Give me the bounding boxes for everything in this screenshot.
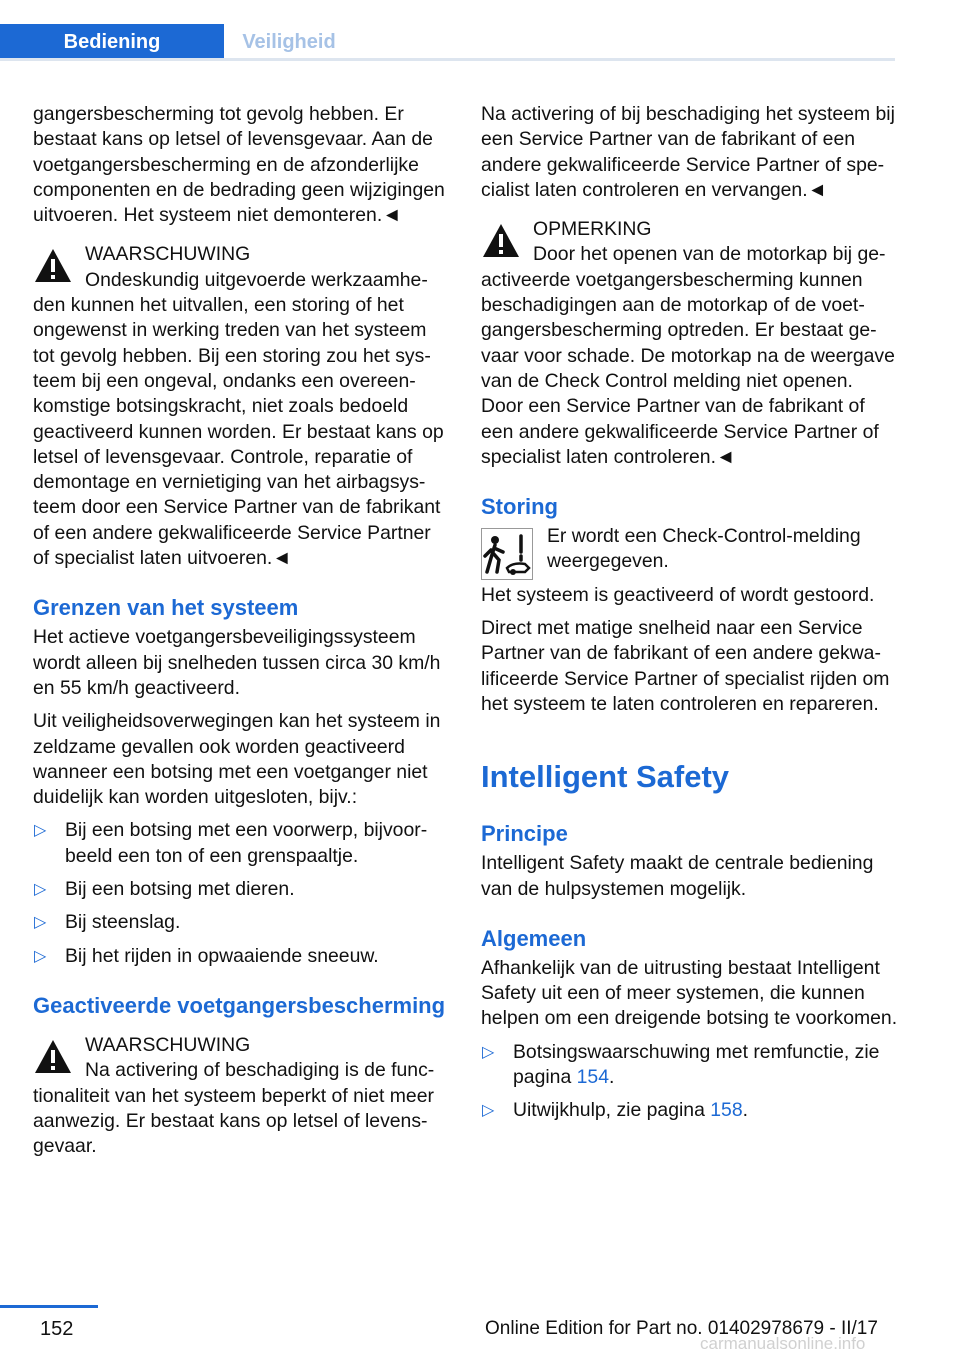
list-item: ▷ Uitwijkhulp, zie pagina 158. xyxy=(481,1098,899,1123)
watermark: carmanualsonline.info xyxy=(700,1334,866,1353)
note-block xyxy=(481,217,899,470)
edition-footer: Online Edition for Part no. 01402978679 - II/17 xyxy=(485,1318,878,1339)
warning-text: Ondeskundig uitgevoerde werkzaamheden kunnen het uitvallen, een storing of het ongewenst in werking treden van het systeem tot gevolg hebben. Bij een storing zou het systeem bij een ongeval, ondanks een overeenkomstige botsingskracht, niet zoals bedoeld geactiveerd kunnen worden. Er bestaat kans op letsel of levensgevaar. Controle, reparatie of demontage en vernietiging van het airbagsysteem door een Service Partner van de fabrikant of een andere gekwalificeerde Service Partner of specialist laten uitvoeren.◄ xyxy=(33,268,444,570)
bullet-triangle-icon: ▷ xyxy=(482,1102,495,1120)
heading-principle: Principe xyxy=(481,821,568,847)
bullet-triangle-icon: ▷ xyxy=(34,947,47,965)
limits-paragraph-2: Uit veiligheidsoverwegingen kan het systeem in zeldzame gevallen ook worden geactiveerd wanneer een botsing met een voetganger niet duidelijk kan worden uitgesloten, bijv.: xyxy=(33,710,441,809)
header-rule xyxy=(0,58,895,61)
bullet-triangle-icon: ▷ xyxy=(34,914,47,932)
warning-triangle-icon xyxy=(33,246,73,286)
tab-bediening[interactable]: Bediening xyxy=(0,24,224,61)
warning-triangle-icon xyxy=(33,1037,73,1077)
note-text: Door het openen van de motorkap bij geactiveerde voetgangersbescherming kunnen beschadigingen aan de motorkap of de voetgangersbescherming optreden. Er bestaat gevaar voor schade. De motorkap na de weergave van de Check Control melding niet openen. Door een Service Partner van de fabrikant of een andere gekwalificeerde Service Partner of specialist laten controleren.◄ xyxy=(481,243,895,468)
page-link-154[interactable]: 154 xyxy=(576,1066,609,1089)
limits-list xyxy=(33,818,451,968)
limits-paragraph-1: Het actieve voetgangersbeveiligingssysteem wordt alleen bij snelheden tussen circa 30 km/h en 55 km/h geactiveerd. xyxy=(33,626,441,699)
page-number-rule xyxy=(0,1305,98,1308)
general-paragraph: Afhankelijk van de uitrusting bestaat Intelligent Safety uit een of meer systemen, die kunnen helpen om een dreigende botsing te voorkomen. xyxy=(481,956,898,1030)
principle-paragraph: Intelligent Safety maakt de centrale bediening van de hulpsystemen mogelijk. xyxy=(481,852,874,900)
left-column xyxy=(33,102,451,1167)
heading-activated-protection: Geactiveerde voetgangersbescherming xyxy=(33,992,446,1018)
list-item: ▷ Botsingswaarschuwing met remfunctie, zie pagina 154. xyxy=(482,1040,880,1089)
bullet-triangle-icon: ▷ xyxy=(34,881,47,899)
warning-block-1 xyxy=(33,242,451,571)
list-item: ▷ Bij het rijden in opwaaiende sneeuw. xyxy=(33,944,451,969)
header-bar xyxy=(0,24,895,61)
list-item: ▷ Bij steenslag. xyxy=(33,910,451,935)
pedestrian-protection-icon xyxy=(481,528,533,580)
warning-triangle-icon xyxy=(481,221,521,261)
page-number: 152 xyxy=(40,1318,74,1340)
right-column xyxy=(481,102,899,1132)
paragraph-replace: Na activering of bij beschadiging het systeem bij een Service Partner van de fabrikant of een andere gekwalificeerde Service Partner of specialist laten controleren en vervangen.◄ xyxy=(481,103,895,201)
warning-text: Na activering of beschadiging is de functionaliteit van het systeem beperkt of niet meer aanwezig. Er bestaat kans op letsel of levensgevaar. xyxy=(33,1059,435,1158)
warning-title: WAARSCHUWING xyxy=(85,1033,251,1056)
fault-text-2: Het systeem is geactiveerd of wordt gestoord. xyxy=(481,583,875,606)
fault-text-1: Er wordt een Check-Control-melding weergegeven. xyxy=(547,525,861,573)
page-link-158[interactable]: 158 xyxy=(710,1099,743,1122)
fault-paragraph-3: Direct met matige snelheid naar een Service Partner van de fabrikant of een andere gekwalificeerde Service Partner of specialist rijden om het systeem te laten controleren en repareren. xyxy=(481,617,890,715)
note-title: OPMERKING xyxy=(533,218,652,241)
tab-veiligheid[interactable]: Veiligheid xyxy=(242,31,336,53)
heading-intelligent-safety: Intelligent Safety xyxy=(481,759,730,795)
warning-title: WAARSCHUWING xyxy=(85,243,251,266)
safety-list xyxy=(481,1040,899,1124)
heading-fault: Storing xyxy=(481,494,558,520)
bullet-triangle-icon: ▷ xyxy=(482,1043,495,1061)
list-item: ▷ Bij een botsing met een voorwerp, bijvoorbeeld een ton of een grenspaaltje. xyxy=(34,819,428,867)
list-item: ▷ Bij een botsing met dieren. xyxy=(33,877,451,902)
bullet-triangle-icon: ▷ xyxy=(34,822,47,840)
warning-block-2 xyxy=(33,1033,451,1159)
fault-block xyxy=(481,524,899,608)
heading-general: Algemeen xyxy=(481,925,587,951)
heading-limits: Grenzen van het systeem xyxy=(33,595,299,621)
paragraph-continued: gangersbescherming tot gevolg hebben. Er bestaat kans op letsel of levensgevaar. Aan de voetgangersbescherming en de afzonderlijke componenten en de bedrading geen wijzigingen uitvoeren. Het systeem niet demonteren.◄ xyxy=(33,103,445,227)
